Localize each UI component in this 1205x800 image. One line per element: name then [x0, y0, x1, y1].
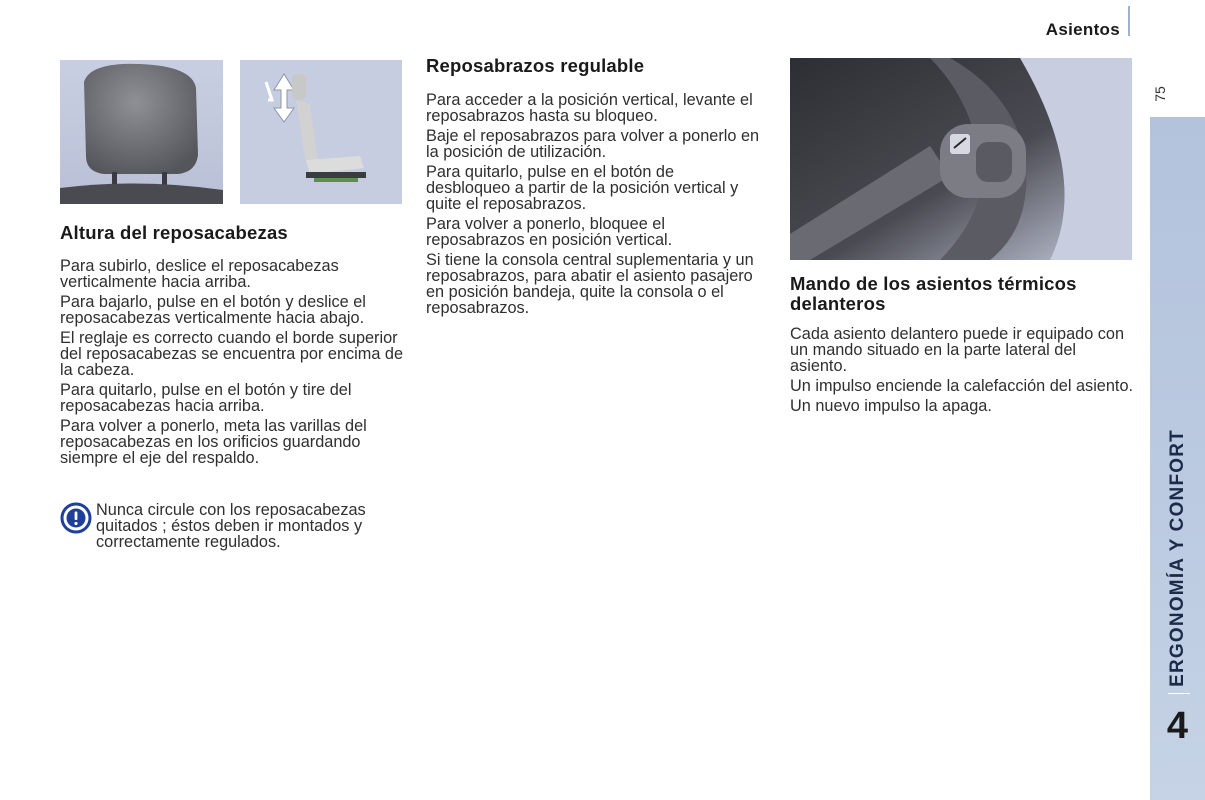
headrest-height-heading: Altura del reposacabezas: [60, 222, 288, 243]
warning-text: Nunca circule con los reposacabezas quitados ; éstos deben ir montados y correctamente regulados.: [96, 501, 366, 551]
page-header-title: Asientos: [1045, 20, 1120, 39]
seat-diagram: [240, 60, 402, 204]
headrest-paragraph: Para volver a ponerlo, meta las varillas del reposacabezas en los orificios guardando siempre el eje del respaldo.: [60, 417, 367, 467]
exclamation-circle-icon: [60, 502, 96, 550]
heated-seats-section: [790, 274, 1135, 418]
armrest-paragraph: Baje el reposabrazos para volver a ponerlo en la posición de utilización.: [426, 127, 760, 161]
chapter-sidebar: [1150, 117, 1205, 800]
heated-seats-paragraph: Cada asiento delantero puede ir equipado con un mando situado en la parte lateral del asiento.: [790, 325, 1125, 375]
chapter-divider: [1168, 693, 1190, 694]
header-divider: [1128, 6, 1130, 36]
armrest-photo: [790, 58, 1132, 260]
headrest-height-section: [60, 222, 405, 470]
heated-seats-paragraph: Un impulso enciende la calefacción del asiento.: [790, 377, 1134, 395]
armrest-paragraph: Para volver a ponerlo, bloquee el reposabrazos en posición vertical.: [426, 215, 673, 249]
headrest-warning: [60, 502, 400, 550]
page-number: 75: [1152, 86, 1168, 102]
headrest-paragraph: Para bajarlo, pulse en el botón y deslice el reposacabezas verticalmente hacia abajo.: [60, 293, 366, 327]
headrest-paragraph: Para subirlo, deslice el reposacabezas verticalmente hacia arriba.: [60, 257, 339, 291]
headrest-paragraph: Para quitarlo, pulse en el botón y tire del reposacabezas hacia arriba.: [60, 381, 352, 415]
heated-seats-heading: Mando de los asientos térmicos delanteros: [790, 273, 1077, 314]
headrest-paragraph: El reglaje es correcto cuando el borde superior del reposacabezas se encuentra por encima de la cabeza.: [60, 329, 404, 379]
chapter-number: 4: [1166, 705, 1189, 747]
chapter-title: [1150, 117, 1205, 687]
headrest-photo: [60, 60, 223, 204]
armrest-paragraph: Si tiene la consola central suplementaria y un reposabrazos, para abatir el asiento pasajero en posición bandeja, quite la consola o el reposabrazos.: [426, 251, 754, 317]
armrest-paragraph: Para acceder a la posición vertical, levante el reposabrazos hasta su bloqueo.: [426, 91, 753, 125]
armrest-heading: Reposabrazos regulable: [426, 55, 645, 76]
armrest-paragraph: Para quitarlo, pulse en el botón de desbloqueo a partir de la posición vertical y quite el reposabrazos.: [426, 163, 739, 213]
chapter-title-text: ERGONOMÍA Y CONFORT: [1166, 429, 1188, 687]
heated-seats-paragraph: Un nuevo impulso la apaga.: [790, 397, 992, 415]
armrest-section: [426, 55, 761, 320]
